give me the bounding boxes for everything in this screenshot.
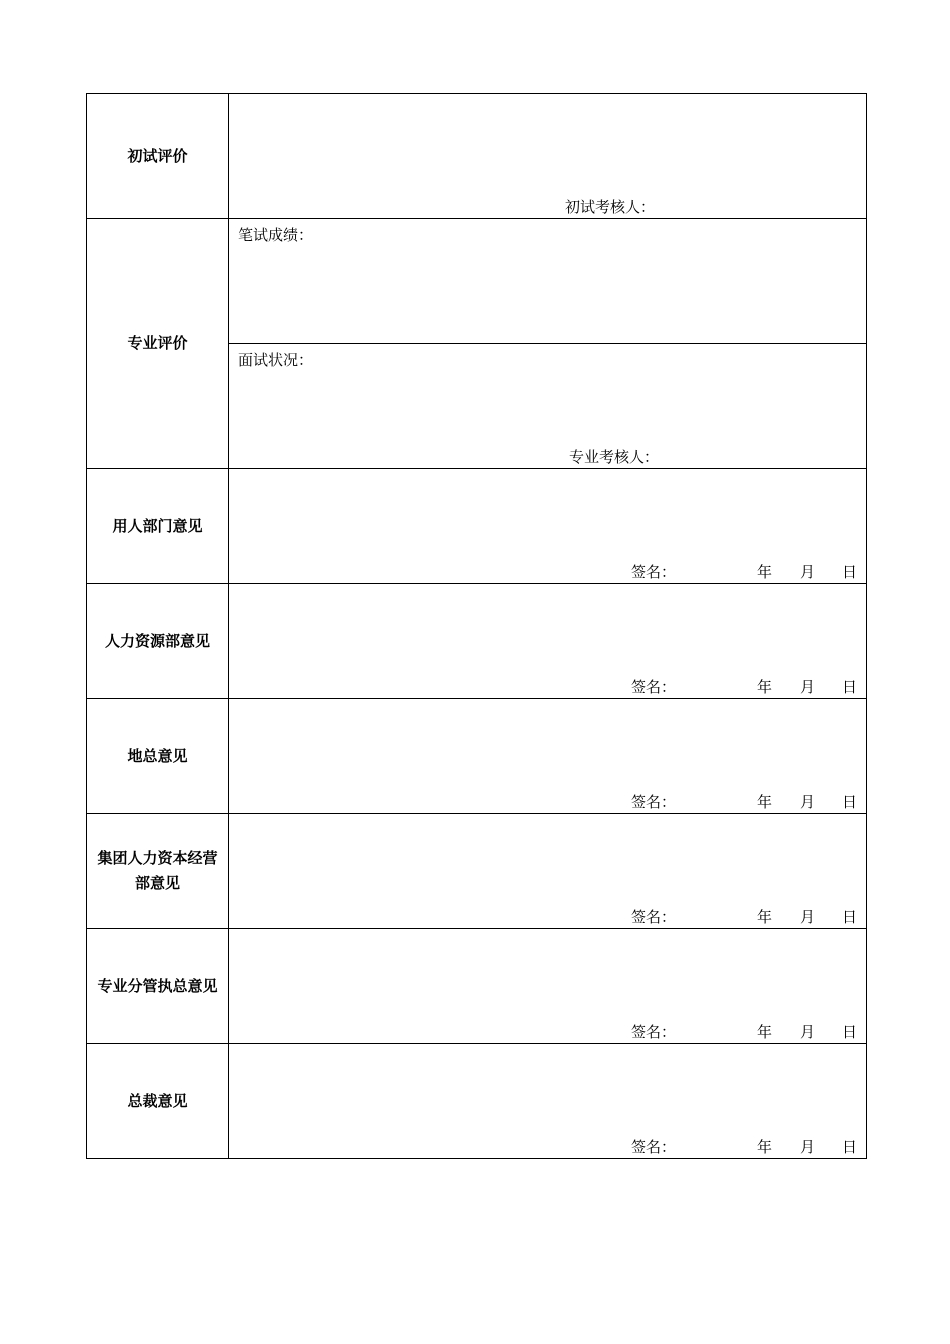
year-label: 年 (757, 1138, 773, 1156)
opinion-label: 专业分管执总意见 (97, 976, 218, 995)
signature-date-line (631, 676, 857, 697)
opinion-field[interactable] (229, 1044, 867, 1159)
initial-assessor-label: 初试考核人： (565, 198, 656, 216)
professional-evaluation-row (87, 219, 867, 344)
opinion-label-cell (87, 929, 229, 1044)
day-label: 日 (842, 1138, 858, 1156)
signature-label: 签名： (631, 563, 677, 581)
opinion-label: 人力资源部意见 (104, 631, 210, 650)
opinion-field[interactable] (229, 699, 867, 814)
signature-date-line (631, 561, 857, 582)
opinion-field[interactable] (229, 814, 867, 929)
year-label: 年 (757, 908, 773, 926)
interview-status-label: 面试状况： (238, 351, 314, 369)
year-label: 年 (757, 793, 773, 811)
initial-evaluation-label-cell (87, 94, 229, 219)
opinion-row (87, 814, 867, 929)
opinion-label-cell (87, 469, 229, 584)
opinion-label: 集团人力资本经营部意见 (97, 849, 218, 892)
opinion-label-cell (87, 1044, 229, 1159)
month-label: 月 (800, 908, 816, 926)
interview-status-field[interactable] (229, 344, 867, 469)
month-label: 月 (800, 678, 816, 696)
month-label: 月 (800, 793, 816, 811)
month-label: 月 (800, 1023, 816, 1041)
initial-evaluation-field[interactable] (229, 94, 867, 219)
signature-date-line (631, 1136, 857, 1157)
day-label: 日 (842, 908, 858, 926)
signature-date-line (631, 906, 857, 927)
initial-evaluation-label: 初试评价 (127, 146, 188, 165)
year-label: 年 (757, 563, 773, 581)
opinion-row (87, 1044, 867, 1159)
professional-assessor-label: 专业考核人： (569, 448, 660, 466)
signature-label: 签名： (631, 1023, 677, 1041)
year-label: 年 (757, 678, 773, 696)
opinion-label-cell (87, 814, 229, 929)
opinion-row (87, 584, 867, 699)
day-label: 日 (842, 678, 858, 696)
signature-label: 签名： (631, 793, 677, 811)
signature-label: 签名： (631, 1138, 677, 1156)
opinion-field[interactable] (229, 469, 867, 584)
opinion-row (87, 469, 867, 584)
day-label: 日 (842, 563, 858, 581)
signature-date-line (631, 1021, 857, 1042)
signature-date-line (631, 791, 857, 812)
opinion-label-cell (87, 699, 229, 814)
opinion-label: 用人部门意见 (112, 516, 203, 535)
month-label: 月 (800, 1138, 816, 1156)
written-score-field[interactable] (229, 219, 867, 344)
year-label: 年 (757, 1023, 773, 1041)
professional-evaluation-label: 专业评价 (127, 334, 188, 352)
professional-evaluation-label-cell (87, 219, 229, 469)
opinion-label: 总裁意见 (127, 1091, 188, 1110)
opinion-row (87, 699, 867, 814)
opinion-field[interactable] (229, 584, 867, 699)
initial-evaluation-row (87, 94, 867, 219)
evaluation-form-table (86, 93, 867, 1159)
signature-label: 签名： (631, 678, 677, 696)
month-label: 月 (800, 563, 816, 581)
day-label: 日 (842, 793, 858, 811)
opinion-row (87, 929, 867, 1044)
written-score-label: 笔试成绩： (238, 226, 314, 244)
day-label: 日 (842, 1023, 858, 1041)
opinion-label: 地总意见 (127, 746, 188, 765)
opinion-field[interactable] (229, 929, 867, 1044)
opinion-label-cell (87, 584, 229, 699)
signature-label: 签名： (631, 908, 677, 926)
